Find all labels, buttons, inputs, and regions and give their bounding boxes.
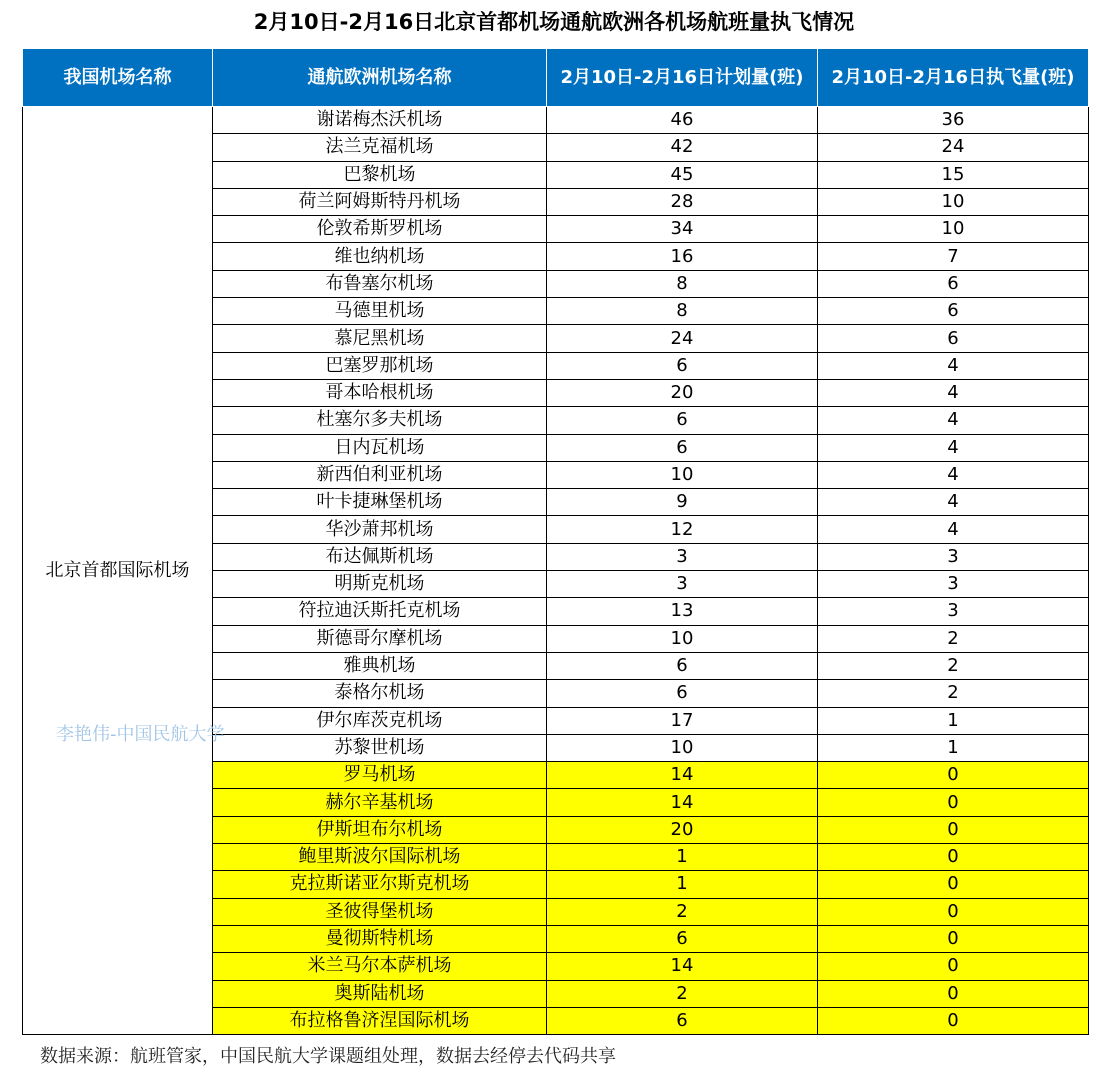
executed-cell: 0 bbox=[818, 844, 1089, 871]
destination-cell: 华沙萧邦机场 bbox=[213, 516, 547, 543]
destination-cell: 米兰马尔本萨机场 bbox=[213, 953, 547, 980]
destination-cell: 法兰克福机场 bbox=[213, 134, 547, 161]
destination-cell: 苏黎世机场 bbox=[213, 734, 547, 761]
executed-cell: 0 bbox=[818, 953, 1089, 980]
executed-cell: 0 bbox=[818, 871, 1089, 898]
executed-cell: 4 bbox=[818, 461, 1089, 488]
planned-cell: 2 bbox=[547, 980, 818, 1007]
executed-cell: 4 bbox=[818, 434, 1089, 461]
planned-cell: 6 bbox=[547, 1007, 818, 1034]
destination-cell: 克拉斯诺亚尔斯克机场 bbox=[213, 871, 547, 898]
executed-cell: 3 bbox=[818, 571, 1089, 598]
planned-cell: 8 bbox=[547, 298, 818, 325]
destination-cell: 伦敦希斯罗机场 bbox=[213, 216, 547, 243]
planned-cell: 42 bbox=[547, 134, 818, 161]
executed-cell: 2 bbox=[818, 625, 1089, 652]
destination-cell: 维也纳机场 bbox=[213, 243, 547, 270]
executed-cell: 36 bbox=[818, 107, 1089, 134]
executed-cell: 2 bbox=[818, 680, 1089, 707]
executed-cell: 3 bbox=[818, 543, 1089, 570]
planned-cell: 34 bbox=[547, 216, 818, 243]
destination-cell: 布拉格鲁济涅国际机场 bbox=[213, 1007, 547, 1034]
executed-cell: 0 bbox=[818, 980, 1089, 1007]
executed-cell: 1 bbox=[818, 734, 1089, 761]
executed-cell: 4 bbox=[818, 407, 1089, 434]
planned-cell: 20 bbox=[547, 816, 818, 843]
planned-cell: 10 bbox=[547, 734, 818, 761]
executed-cell: 0 bbox=[818, 789, 1089, 816]
planned-cell: 1 bbox=[547, 844, 818, 871]
executed-cell: 0 bbox=[818, 762, 1089, 789]
planned-cell: 6 bbox=[547, 352, 818, 379]
planned-cell: 6 bbox=[547, 407, 818, 434]
destination-cell: 圣彼得堡机场 bbox=[213, 898, 547, 925]
destination-cell: 伊斯坦布尔机场 bbox=[213, 816, 547, 843]
destination-cell: 曼彻斯特机场 bbox=[213, 925, 547, 952]
executed-cell: 4 bbox=[818, 489, 1089, 516]
destination-cell: 雅典机场 bbox=[213, 652, 547, 679]
destination-cell: 符拉迪沃斯托克机场 bbox=[213, 598, 547, 625]
origin-airport-cell: 北京首都国际机场 bbox=[23, 107, 213, 1035]
planned-cell: 13 bbox=[547, 598, 818, 625]
destination-cell: 罗马机场 bbox=[213, 762, 547, 789]
executed-cell: 1 bbox=[818, 707, 1089, 734]
destination-cell: 明斯克机场 bbox=[213, 571, 547, 598]
executed-cell: 6 bbox=[818, 298, 1089, 325]
executed-cell: 10 bbox=[818, 216, 1089, 243]
destination-cell: 叶卡捷琳堡机场 bbox=[213, 489, 547, 516]
planned-cell: 9 bbox=[547, 489, 818, 516]
flight-table bbox=[22, 48, 1089, 1035]
executed-cell: 6 bbox=[818, 270, 1089, 297]
destination-cell: 布鲁塞尔机场 bbox=[213, 270, 547, 297]
destination-cell: 谢诺梅杰沃机场 bbox=[213, 107, 547, 134]
destination-cell: 斯德哥尔摩机场 bbox=[213, 625, 547, 652]
destination-cell: 奥斯陆机场 bbox=[213, 980, 547, 1007]
planned-cell: 20 bbox=[547, 379, 818, 406]
planned-cell: 2 bbox=[547, 898, 818, 925]
destination-cell: 赫尔辛基机场 bbox=[213, 789, 547, 816]
destination-cell: 泰格尔机场 bbox=[213, 680, 547, 707]
executed-cell: 4 bbox=[818, 352, 1089, 379]
destination-cell: 巴塞罗那机场 bbox=[213, 352, 547, 379]
source-note: 数据来源：航班管家，中国民航大学课题组处理，数据去经停去代码共享 bbox=[40, 1046, 616, 1067]
planned-cell: 10 bbox=[547, 625, 818, 652]
planned-cell: 3 bbox=[547, 571, 818, 598]
planned-cell: 14 bbox=[547, 953, 818, 980]
executed-cell: 15 bbox=[818, 161, 1089, 188]
table-row bbox=[23, 107, 1089, 134]
destination-cell: 日内瓦机场 bbox=[213, 434, 547, 461]
executed-cell: 4 bbox=[818, 516, 1089, 543]
planned-cell: 46 bbox=[547, 107, 818, 134]
table-body bbox=[23, 107, 1089, 1035]
planned-cell: 14 bbox=[547, 762, 818, 789]
destination-cell: 哥本哈根机场 bbox=[213, 379, 547, 406]
destination-cell: 杜塞尔多夫机场 bbox=[213, 407, 547, 434]
executed-cell: 0 bbox=[818, 925, 1089, 952]
planned-cell: 6 bbox=[547, 680, 818, 707]
executed-cell: 3 bbox=[818, 598, 1089, 625]
planned-cell: 28 bbox=[547, 188, 818, 215]
executed-cell: 24 bbox=[818, 134, 1089, 161]
executed-cell: 10 bbox=[818, 188, 1089, 215]
executed-cell: 0 bbox=[818, 898, 1089, 925]
table-header-row bbox=[23, 49, 1089, 107]
destination-cell: 新西伯利亚机场 bbox=[213, 461, 547, 488]
destination-cell: 伊尔库茨克机场 bbox=[213, 707, 547, 734]
watermark: 李艳伟-中国民航大学 bbox=[56, 724, 225, 745]
executed-cell: 2 bbox=[818, 652, 1089, 679]
executed-cell: 4 bbox=[818, 379, 1089, 406]
header-destination: 通航欧洲机场名称 bbox=[213, 49, 547, 107]
executed-cell: 0 bbox=[818, 1007, 1089, 1034]
executed-cell: 0 bbox=[818, 816, 1089, 843]
planned-cell: 10 bbox=[547, 461, 818, 488]
planned-cell: 24 bbox=[547, 325, 818, 352]
planned-cell: 17 bbox=[547, 707, 818, 734]
destination-cell: 鲍里斯波尔国际机场 bbox=[213, 844, 547, 871]
destination-cell: 巴黎机场 bbox=[213, 161, 547, 188]
executed-cell: 6 bbox=[818, 325, 1089, 352]
planned-cell: 1 bbox=[547, 871, 818, 898]
planned-cell: 8 bbox=[547, 270, 818, 297]
planned-cell: 12 bbox=[547, 516, 818, 543]
destination-cell: 荷兰阿姆斯特丹机场 bbox=[213, 188, 547, 215]
header-origin: 我国机场名称 bbox=[23, 49, 213, 107]
planned-cell: 6 bbox=[547, 652, 818, 679]
planned-cell: 6 bbox=[547, 925, 818, 952]
destination-cell: 慕尼黑机场 bbox=[213, 325, 547, 352]
planned-cell: 45 bbox=[547, 161, 818, 188]
planned-cell: 6 bbox=[547, 434, 818, 461]
planned-cell: 16 bbox=[547, 243, 818, 270]
destination-cell: 马德里机场 bbox=[213, 298, 547, 325]
planned-cell: 3 bbox=[547, 543, 818, 570]
planned-cell: 14 bbox=[547, 789, 818, 816]
header-planned: 2月10日-2月16日计划量(班) bbox=[547, 49, 818, 107]
page-title: 2月10日-2月16日北京首都机场通航欧洲各机场航班量执飞情况 bbox=[253, 10, 855, 34]
destination-cell: 布达佩斯机场 bbox=[213, 543, 547, 570]
header-executed: 2月10日-2月16日执飞量(班) bbox=[818, 49, 1089, 107]
executed-cell: 7 bbox=[818, 243, 1089, 270]
